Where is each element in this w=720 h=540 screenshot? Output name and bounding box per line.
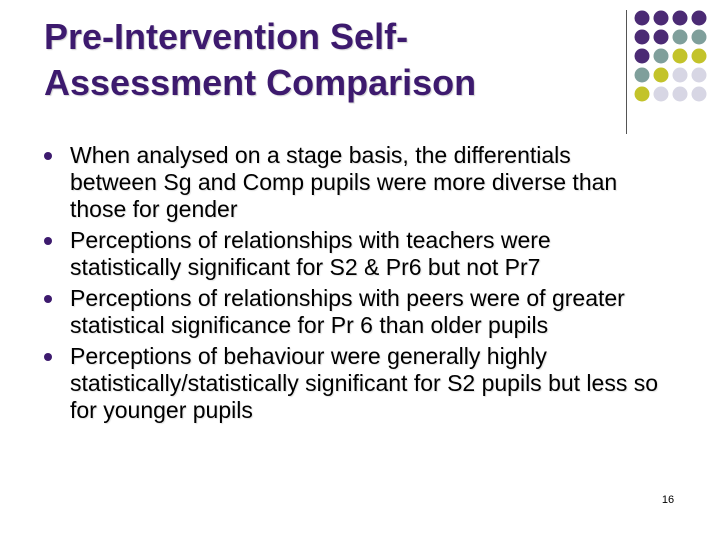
decorative-dot: [692, 30, 707, 45]
bullet-item: [44, 285, 664, 339]
decorative-dot: [654, 30, 669, 45]
decorative-dot: [673, 68, 688, 83]
decorative-dot: [635, 11, 650, 26]
page-number: 16: [661, 494, 675, 506]
decorative-dot: [673, 11, 688, 26]
bullet-text: When analysed on a stage basis, the differentials between Sg and Comp pupils were more diverse than those for gender: [70, 142, 618, 222]
bullet-dot-icon: [44, 295, 52, 303]
decorative-dot: [692, 49, 707, 64]
decorative-dot: [654, 87, 669, 102]
bullet-dot-icon: [44, 237, 52, 245]
decorative-dot: [654, 11, 669, 26]
title-line-2: Assessment Comparison: [44, 62, 477, 103]
decorative-dot: [692, 68, 707, 83]
slide-title: [44, 14, 604, 106]
bullet-item: [44, 142, 664, 223]
bullet-item: [44, 343, 664, 424]
bullet-text: Perceptions of relationships with peers were of greater statistical significance for Pr 6 than older pupils: [70, 285, 625, 338]
decorative-dot: [654, 49, 669, 64]
decorative-dot: [654, 68, 669, 83]
title-divider: [626, 10, 627, 134]
decorative-dot: [635, 68, 650, 83]
decorative-dot: [692, 11, 707, 26]
bullet-list: [44, 142, 664, 428]
title-line-1: Pre-Intervention Self-: [44, 16, 409, 57]
decorative-dot: [635, 87, 650, 102]
decorative-dot: [673, 49, 688, 64]
decorative-dot: [673, 87, 688, 102]
bullet-text: Perceptions of behaviour were generally highly statistically/statistically significant for S2 pupils but less so for younger pupils: [70, 343, 659, 423]
decorative-dot-grid: [632, 8, 712, 108]
decorative-dot: [635, 49, 650, 64]
bullet-dot-icon: [44, 353, 52, 361]
decorative-dot: [692, 87, 707, 102]
decorative-dot: [635, 30, 650, 45]
bullet-text: Perceptions of relationships with teachers were statistically significant for S2 & Pr6 but not Pr7: [70, 227, 551, 280]
decorative-dot: [673, 30, 688, 45]
bullet-item: [44, 227, 664, 281]
bullet-dot-icon: [44, 152, 52, 160]
